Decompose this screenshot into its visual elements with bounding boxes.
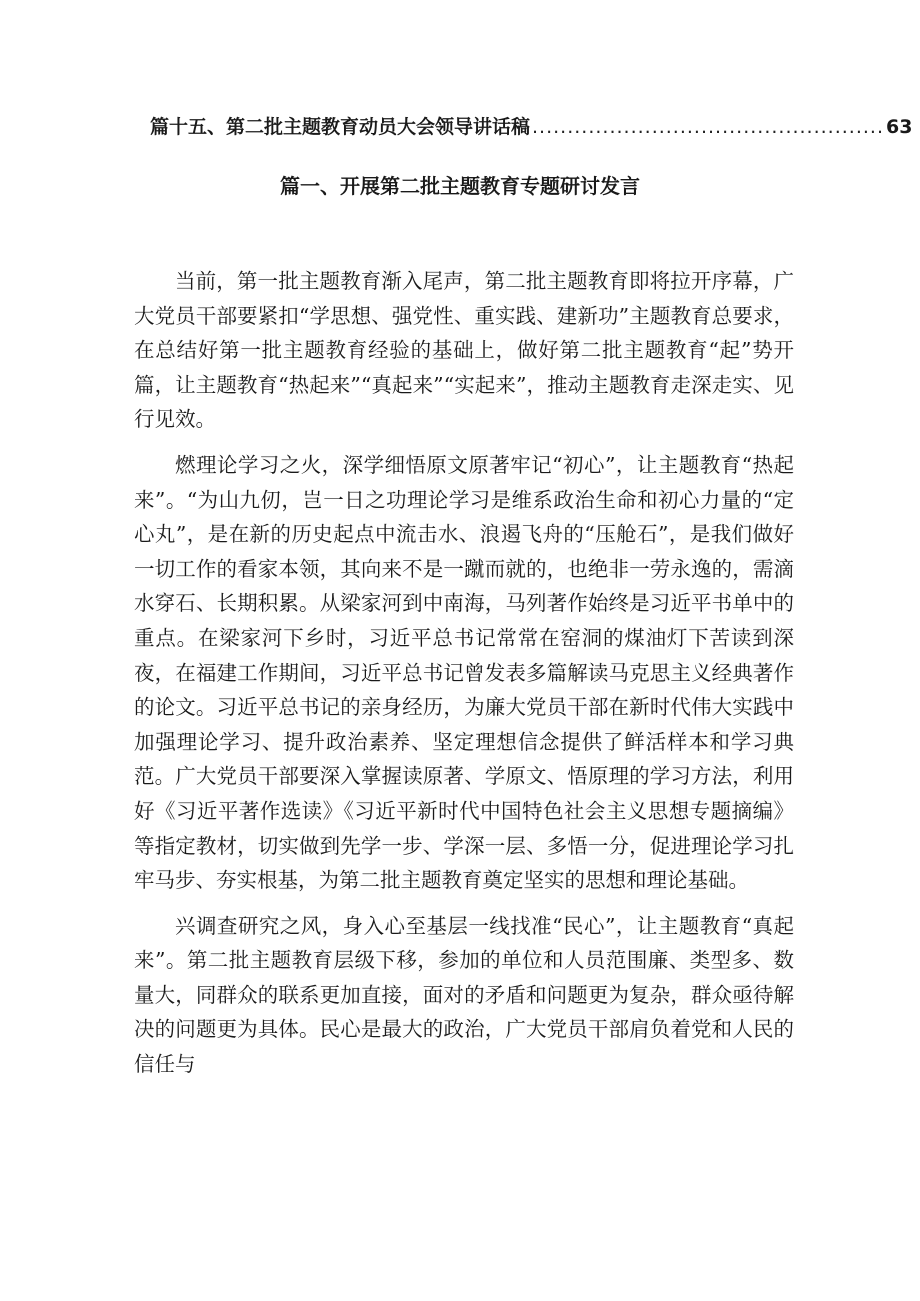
toc-entry[interactable] [150,112,913,139]
toc-page-number: 63 [886,116,913,138]
toc-leader-dots: .................................................. [532,116,884,138]
paragraph: 当前，第一批主题教育渐入尾声，第二批主题教育即将拉开序幕，广大党员干部要紧扣“学思想、强党性、重实践、建新功”主题教育总要求，在总结好第一批主题教育经验的基础上，做好第二批主题教育“起”势开篇，让主题教育“热起来”“真起来”“实起来”，推动主题教育走深走实、见行见效。 [134,269,794,432]
section-title: 篇一、开展第二批主题教育专题研讨发言 [280,174,640,198]
paragraph: 燃理论学习之火，深学细悟原文原著牢记“初心”，让主题教育“热起来”。“为山九仞，岂一日之功理论学习是维系政治生命和初心力量的“定心丸”，是在新的历史起点中流击水、浪遏飞舟的“压舱石”，是我们做好一切工作的看家本领，其向来不是一蹴而就的，也绝非一劳永逸的，需滴水穿石、长期积累。从梁家河到中南海，马列著作始终是习近平书单中的重点。在梁家河下乡时，习近平总书记常常在窑洞的煤油灯下苦读到深夜，在福建工作期间，习近平总书记曾发表多篇解读马克思主义经典著作的论文。习近平总书记的亲身经历，为廉大党员干部在新时代伟大实践中加强理论学习、提升政治素养、坚定理想信念提供了鲜活样本和学习典范。广大党员干部要深入掌握读原著、学原文、悟原理的学习方法，利用好《习近平著作选读》《习近平新时代中国特色社会主义思想专题摘编》等指定教材，切实做到先学一步、学深一层、多悟一分，促进理论学习扎牢马步、夯实根基，为第二批主题教育奠定坚实的思想和理论基础。 [134,452,794,893]
body-text [134,264,794,1093]
paragraph: 兴调查研究之风，身入心至基层一线找准“民心”，让主题教育“真起来”。第二批主题教育层级下移，参加的单位和人员范围廉、类型多、数量大，同群众的联系更加直接，面对的矛盾和问题更为复杂，群众亟待解决的问题更为具体。民心是最大的政治，广大党员干部肩负着党和人民的信任与 [134,913,794,1077]
toc-entry-text: 篇十五、第二批主题教育动员大会领导讲话稿 [150,116,531,138]
